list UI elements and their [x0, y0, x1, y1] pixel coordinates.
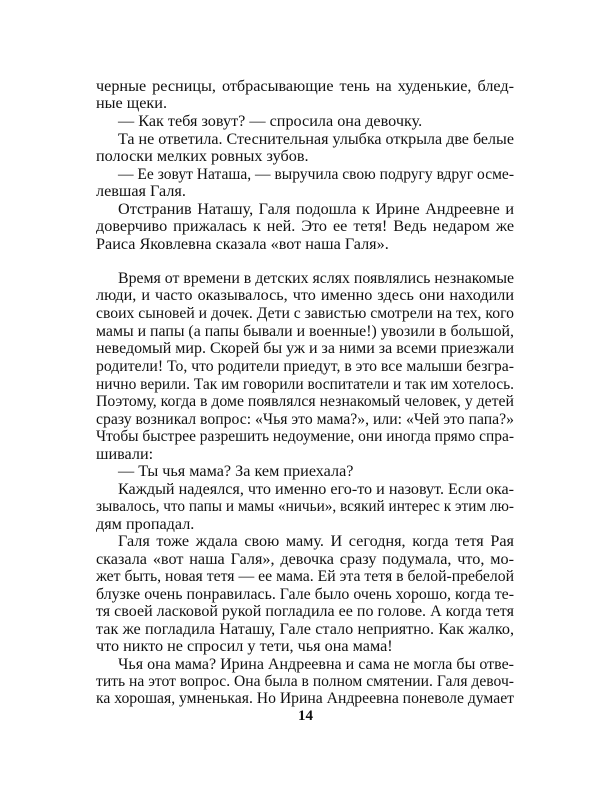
- text-line: родители! То, что родители приедут, в это все малыши безгра-: [96, 356, 514, 375]
- text-line: Чтобы быстрее разрешить недоумение, они иногда прямо спра-: [96, 426, 515, 445]
- text-line: левшая Галя.: [96, 182, 186, 201]
- text-line: ка хорошая, умненькая. Но Ирина Андреевна поневоле думает: [96, 689, 515, 707]
- text-line: Раиса Яковлевна сказала «вот наша Галя».: [96, 235, 389, 254]
- text-line: тить на этот вопрос. Она была в полном смятении. Галя девоч-: [96, 671, 515, 690]
- text-line: тя своей ласковой рукой погладила ее по голове. А когда тетя: [96, 601, 514, 620]
- text-line: так же погладила Наташу, Гале стало неприятно. Как жалко,: [96, 619, 515, 638]
- text-line: зывалось, что папы и мамы «ничьи», всякий интерес к этим лю-: [96, 496, 515, 515]
- text-line: Время от времени в детских яслях появлялись незнакомые: [118, 269, 514, 288]
- text-line: сказала «вот наша Галя», девочка сразу подумала, что, мо-: [96, 549, 515, 568]
- page-number: 14: [298, 708, 313, 724]
- text-line: Та не ответила. Стеснительная улыбка открыла две белые: [118, 130, 514, 148]
- text-line: Чья она мама? Ирина Андреевна и сама не могла бы отве-: [118, 654, 515, 673]
- text-line: черные ресницы, отбрасывающие тень на худенькие, блед-: [96, 77, 515, 95]
- text-line: что никто не спросил у тети, чья она мама!: [96, 636, 393, 655]
- text-line: ные щеки.: [96, 94, 167, 113]
- text-line: дям пропадал.: [96, 514, 195, 533]
- text-line: Каждый надеялся, что именно его-то и назовут. Если ока-: [118, 479, 514, 498]
- text-line: сразу возникал вопрос: «Чья это мама?», или: «Чей это папа?»: [96, 409, 514, 428]
- text-line: Поэтому, когда в доме появлялся незнакомый человек, у детей: [96, 391, 514, 410]
- text-line: жет быть, новая тетя — ее мама. Ей эта тетя в белой-пребелой: [96, 566, 515, 585]
- text-line: своих сыновей и дочек. Дети с завистью смотрели на тех, кого: [96, 304, 514, 323]
- text-line: нично верили. Так им говорили воспитатели и так им хотелось.: [96, 374, 514, 393]
- text-line: — Ты чья мама? За кем приехала?: [118, 461, 354, 480]
- text-line: Отстранив Наташу, Галя подошла к Ирине Андреевне и: [118, 200, 514, 219]
- text-line: люди, и часто оказывалось, что именно здесь они находили: [96, 286, 515, 305]
- text-line: блузке очень понравилась. Гале было очень хорошо, когда те-: [96, 584, 515, 603]
- text-line: неведомый мир. Скорей бы уж и за ними за всеми приезжали: [96, 339, 515, 358]
- text-line: шивали:: [96, 444, 154, 463]
- text-line: полоски мелких ровных зубов.: [96, 147, 309, 166]
- text-line: доверчиво прижалась к ней. Это ее тетя! Ведь недаром же: [96, 217, 515, 236]
- text-line: Галя тоже ждала свою маму. И сегодня, когда тетя Рая: [118, 531, 514, 550]
- text-line: мамы и папы (а папы бывали и военные!) увозили в большой,: [96, 321, 514, 340]
- text-line: — Ее зовут Наташа, — выручила свою подругу вдруг осме-: [118, 165, 515, 183]
- text-line: — Как тебя зовут? — спросила она девочку.: [118, 112, 423, 130]
